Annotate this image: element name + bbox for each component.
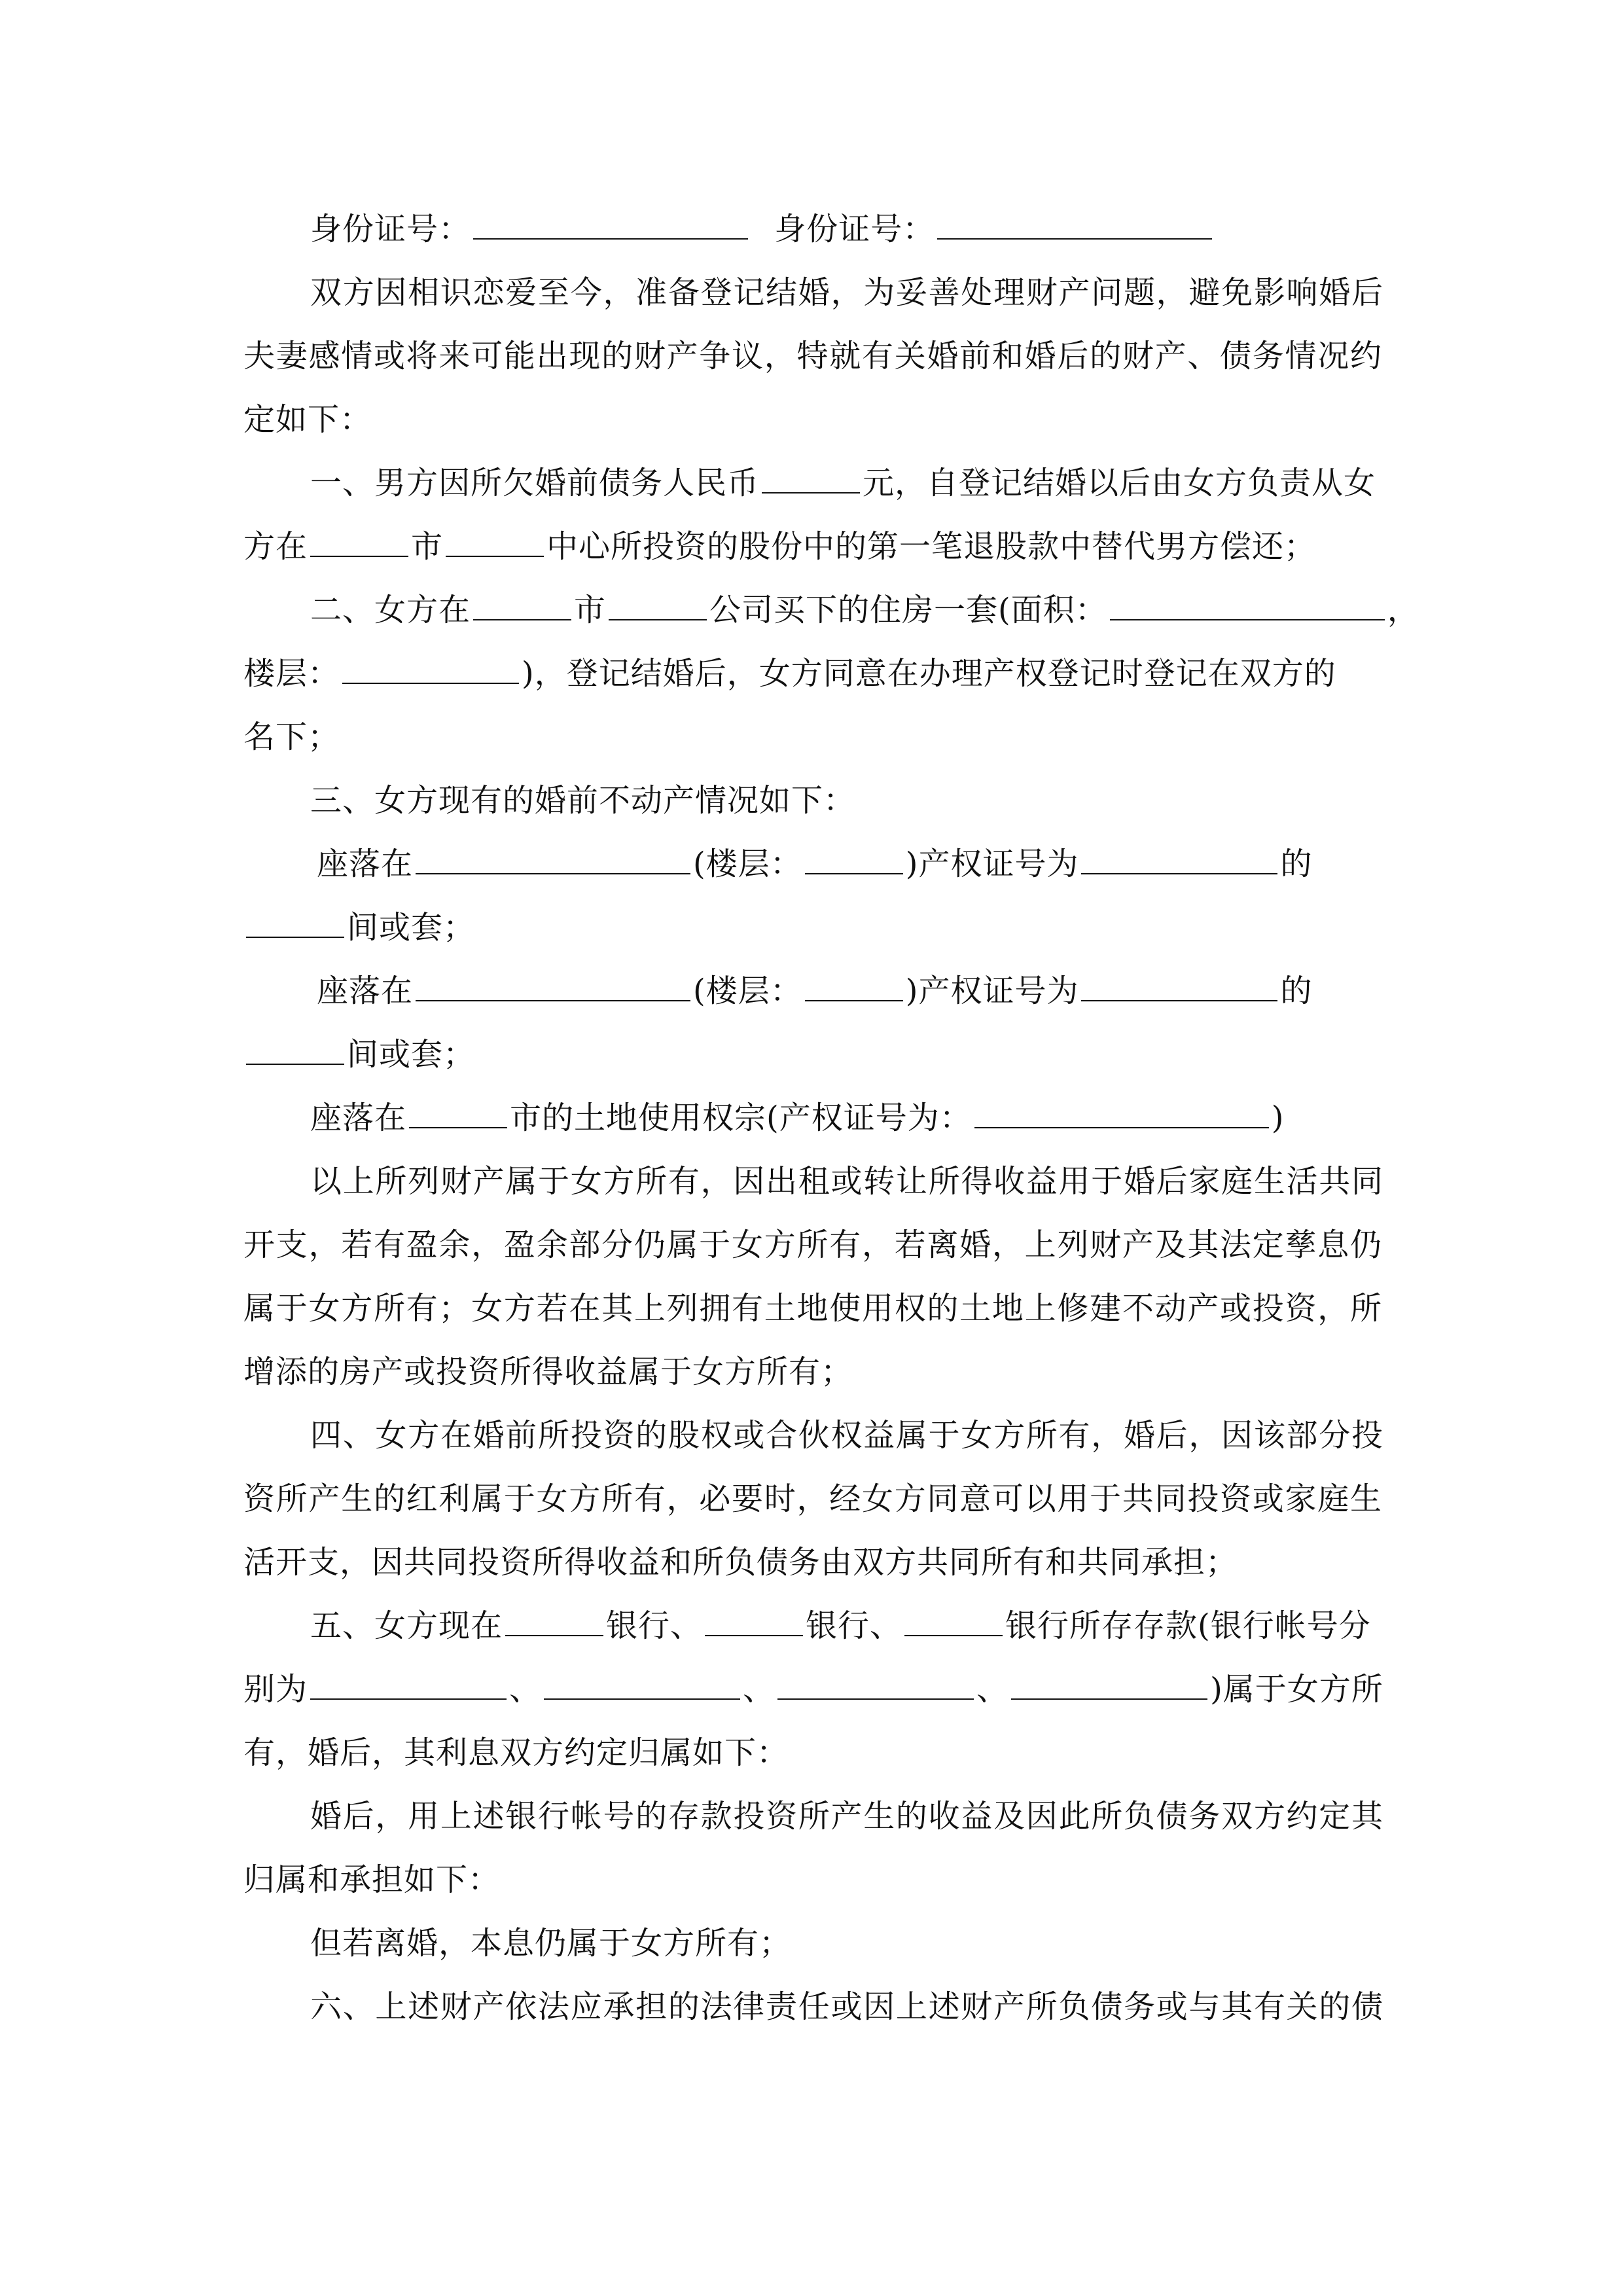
- bank-line: [243, 1657, 1382, 1722]
- clause-text: 元，自登记结婚以后由女方负责从女: [863, 465, 1376, 501]
- paragraph-line: 夫妻感情或将来可能出现的财产争议，特就有关婚前和婚后的财产、债务情况约: [243, 338, 1382, 374]
- area-blank[interactable]: [1110, 579, 1385, 620]
- paragraph-line: 活开支，因共同投资所得收益和所负债务由双方共同所有和共同承担；: [243, 1544, 1238, 1581]
- paragraph-line: 三、女方现有的婚前不动产情况如下：: [310, 782, 856, 819]
- clause-text: ): [1271, 1100, 1285, 1136]
- company-blank[interactable]: [609, 579, 707, 620]
- paragraph-line: 但若离婚，本息仍属于女方所有；: [310, 1925, 792, 1962]
- clause-text: 楼层：: [243, 655, 340, 692]
- clause-text: 银行、: [606, 1607, 703, 1644]
- floor-blank[interactable]: [342, 642, 519, 684]
- clause-text: 座落在: [310, 1100, 407, 1136]
- room-count-blank[interactable]: [246, 1023, 344, 1065]
- paragraph-line: 增添的房产或投资所得收益属于女方所有；: [243, 1354, 853, 1390]
- clause-text: 别为: [243, 1671, 308, 1708]
- clause-text: 的: [1280, 846, 1313, 882]
- center-blank[interactable]: [446, 515, 544, 557]
- bank-name-blank[interactable]: [505, 1594, 603, 1636]
- clause-text: 中心所投资的股份中的第一笔退股款中替代男方偿还；: [546, 528, 1317, 565]
- floor-blank[interactable]: [805, 833, 903, 874]
- clause-text: 间或套；: [347, 909, 476, 946]
- location-blank[interactable]: [416, 960, 690, 1001]
- clause-text: ，: [1387, 592, 1419, 628]
- bank-line: [310, 1593, 1383, 1659]
- clause-text: 市: [574, 592, 607, 628]
- property-line: [243, 895, 1382, 960]
- room-count-blank[interactable]: [246, 896, 344, 938]
- clause-text: 、: [743, 1671, 776, 1708]
- id-number-blank-male[interactable]: [473, 198, 748, 240]
- clause-text: (楼层：: [693, 846, 802, 882]
- clause-text: 、: [976, 1671, 1009, 1708]
- property-line: [317, 958, 1383, 1024]
- clause-text: )属于女方所: [1210, 1671, 1383, 1708]
- account-number-blank[interactable]: [310, 1658, 507, 1700]
- clause-1-line: [243, 514, 1382, 579]
- bank-name-blank[interactable]: [904, 1594, 1003, 1636]
- paragraph-line: 归属和承担如下：: [243, 1861, 501, 1898]
- paragraph-line: 四、女方在婚前所投资的股权或合伙权益属于女方所有，婚后，因该部分投: [310, 1417, 1383, 1454]
- clause-text: 方在: [243, 528, 308, 565]
- land-line: [310, 1085, 1383, 1151]
- clause-text: )，登记结婚后，女方同意在办理产权登记时登记在双方的: [522, 655, 1336, 692]
- clause-text: )产权证号为: [905, 973, 1079, 1009]
- city-blank[interactable]: [473, 579, 571, 620]
- clause-text: (楼层：: [693, 973, 802, 1009]
- clause-text: 银行所存存款(银行帐号分: [1005, 1607, 1371, 1644]
- certificate-blank[interactable]: [1081, 833, 1277, 874]
- city-blank[interactable]: [310, 515, 408, 557]
- clause-text: 市: [411, 528, 444, 565]
- clause-2-line: [310, 577, 1419, 643]
- clause-text: 市的土地使用权宗(产权证号为：: [510, 1100, 972, 1136]
- clause-text: 座落在: [317, 973, 414, 1009]
- id-number-label-male: 身份证号：: [310, 211, 471, 247]
- clause-text: 银行、: [806, 1607, 902, 1644]
- floor-blank[interactable]: [805, 960, 903, 1001]
- clause-text: 、: [509, 1671, 542, 1708]
- paragraph-line: 有，婚后，其利息双方约定归属如下：: [243, 1734, 789, 1771]
- clause-1-line: [310, 450, 1383, 516]
- paragraph-line: 婚后，用上述银行帐号的存款投资所产生的收益及因此所负债务双方约定其: [310, 1798, 1383, 1835]
- account-number-blank[interactable]: [544, 1658, 740, 1700]
- clause-text: 一、男方因所欠婚前债务人民币: [310, 465, 760, 501]
- clause-text: 五、女方现在: [310, 1607, 503, 1644]
- paragraph-line: 以上所列财产属于女方所有，因出租或转让所得收益用于婚后家庭生活共同: [310, 1163, 1383, 1200]
- id-number-line: [310, 196, 1383, 262]
- property-line: [243, 1022, 1382, 1087]
- city-blank[interactable]: [409, 1086, 507, 1128]
- clause-text: 公司买下的住房一套(面积：: [709, 592, 1107, 628]
- paragraph-line: 开支，若有盈余，盈余部分仍属于女方所有，若离婚，上列财产及其法定孳息仍: [243, 1227, 1382, 1263]
- paragraph-line: 定如下：: [243, 401, 372, 438]
- id-number-blank-female[interactable]: [937, 198, 1212, 240]
- property-line: [317, 831, 1383, 897]
- clause-text: )产权证号为: [905, 846, 1079, 882]
- paragraph-line: 属于女方所有；女方若在其上列拥有土地使用权的土地上修建不动产或投资，所: [243, 1290, 1382, 1327]
- location-blank[interactable]: [416, 833, 690, 874]
- clause-text: 的: [1280, 973, 1313, 1009]
- clause-2-line: [243, 641, 1382, 706]
- clause-text: 二、女方在: [310, 592, 471, 628]
- account-number-blank[interactable]: [1011, 1658, 1207, 1700]
- paragraph-line: 六、上述财产依法应承担的法律责任或因上述财产所负债务或与其有关的债: [310, 1988, 1383, 2025]
- certificate-blank[interactable]: [1081, 960, 1277, 1001]
- clause-text: 座落在: [317, 846, 414, 882]
- id-number-label-female: 身份证号：: [774, 211, 935, 247]
- clause-text: 间或套；: [347, 1036, 476, 1073]
- bank-name-blank[interactable]: [705, 1594, 803, 1636]
- account-number-blank[interactable]: [777, 1658, 974, 1700]
- debt-amount-blank[interactable]: [762, 452, 860, 493]
- certificate-blank[interactable]: [974, 1086, 1269, 1128]
- paragraph-line: 双方因相识恋爱至今，准备登记结婚，为妥善处理财产问题，避免影响婚后: [310, 274, 1383, 311]
- paragraph-line: 名下；: [243, 719, 340, 755]
- paragraph-line: 资所产生的红利属于女方所有，必要时，经女方同意可以用于共同投资或家庭生: [243, 1480, 1382, 1517]
